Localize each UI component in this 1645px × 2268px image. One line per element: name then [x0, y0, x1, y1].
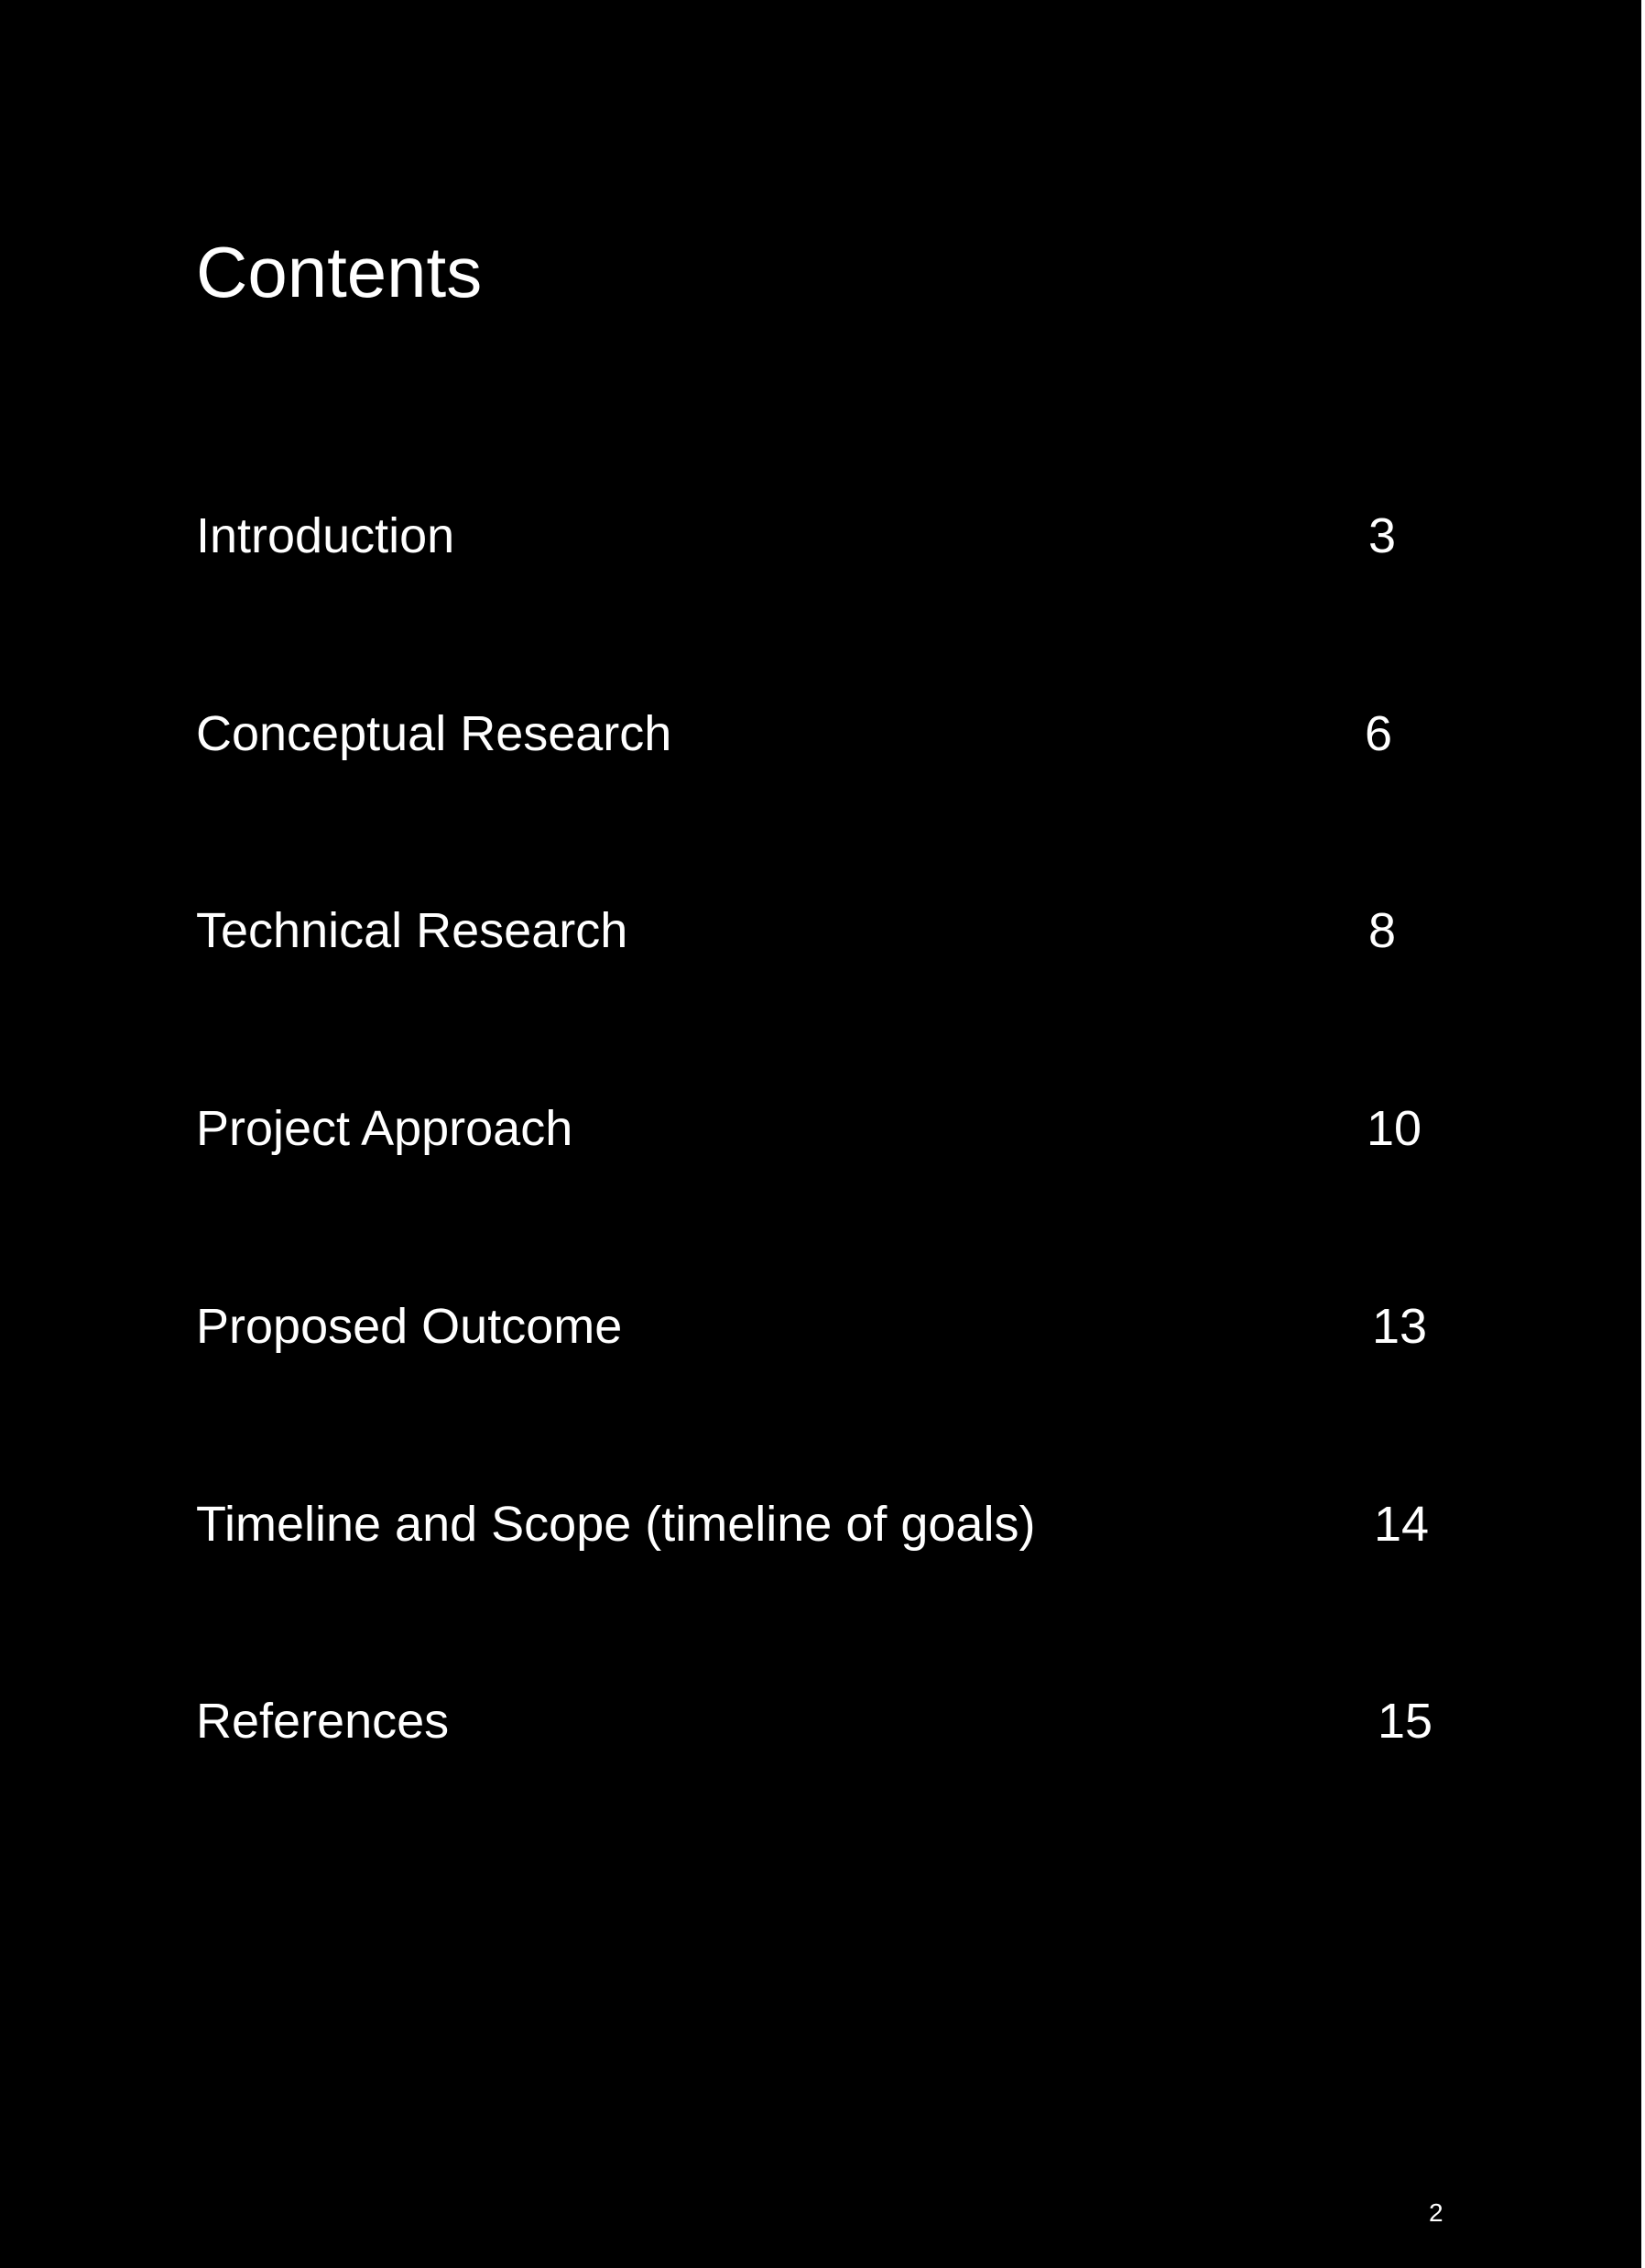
- toc-entry-label: Technical Research: [196, 903, 628, 958]
- toc-entry-label: Project Approach: [196, 1101, 573, 1156]
- toc-entry-label: References: [196, 1694, 450, 1749]
- toc-entry-page-number: 6: [1365, 706, 1393, 761]
- toc-entry-label: Proposed Outcome: [196, 1299, 623, 1354]
- toc-entry-proposed-outcome: [196, 1299, 1478, 1354]
- toc-entry-introduction: [196, 508, 1478, 563]
- page-title: Contents: [196, 232, 483, 312]
- toc-entry-technical-research: [196, 903, 1478, 958]
- toc-entry-label: Timeline and Scope (timeline of goals): [196, 1497, 1036, 1552]
- toc-entry-label: Conceptual Research: [196, 706, 672, 761]
- toc-entry-page-number: 15: [1378, 1694, 1433, 1749]
- toc-entry-page-number: 13: [1372, 1299, 1428, 1354]
- toc-entry-timeline-and-scope: [196, 1497, 1478, 1552]
- toc-entry-page-number: 10: [1367, 1101, 1422, 1156]
- toc-entry-page-number: 3: [1368, 508, 1397, 563]
- toc-entry-page-number: 8: [1368, 903, 1397, 958]
- toc-entry-page-number: 14: [1374, 1497, 1430, 1552]
- toc-entry-conceptual-research: [196, 706, 1478, 761]
- footer-page-number: 2: [1429, 2198, 1443, 2227]
- toc-entry-label: Introduction: [196, 508, 455, 563]
- toc-entry-project-approach: [196, 1101, 1478, 1156]
- page-edge: [1641, 0, 1645, 2268]
- toc-entry-references: [196, 1694, 1478, 1749]
